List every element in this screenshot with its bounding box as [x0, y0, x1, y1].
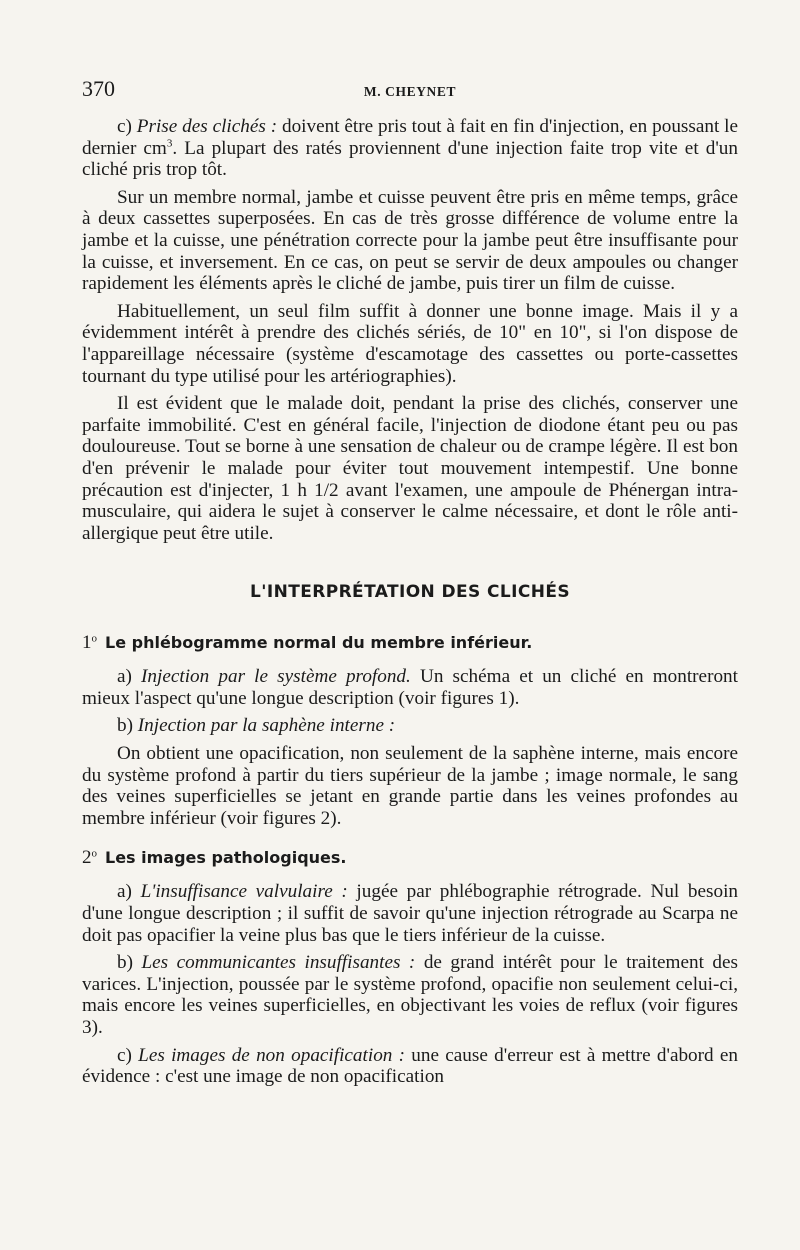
paragraph-insuffisance-valvulaire: a) L'insuffisance valvulaire : jugée par phlébographie rétrograde. Nul besoin d'une longue description ; il suffit de savoir qu'une injection rétrograde au Scarpa ne doit pas opacifier la veine plus bas que le tiers inférieur de la cuisse.: [82, 881, 738, 946]
subheading-pathologiques: 2$^o$ Les images pathologiques.: [82, 847, 347, 869]
paragraph-immobilite: Il est évident que le malade doit, pendant la prise des clichés, conserver une parfaite immobilité. C'est en général facile, l'injection de diodone étant peu ou pas douloureuse. Tout se borne à une sensation de chaleur ou de crampe légère. Il est bon d'en prévenir le malade pour éviter tout mouvement intempestif. Une bonne précaution est d'injecter, 1 h 1/2 avant l'examen, une ampoule de Phénergan intra-musculaire, qui aidera le sujet à conserver le calme nécessaire, et dont le rôle anti-allergique peut être utile.: [82, 393, 738, 544]
paragraph-saphene-heading: b) Injection par la saphène interne :: [117, 715, 396, 737]
section-heading: L'INTERPRÉTATION DES CLICHÉS: [250, 582, 570, 603]
page-header: [82, 72, 738, 108]
opening-text: [82, 116, 738, 544]
page-number: 370: [82, 76, 115, 101]
paragraph-systeme-profond: a) Injection par le système profond. Un schéma et un cliché en montreront mieux l'aspect qu'une longue description (voir figures 1).: [82, 666, 738, 709]
paragraph-membre-normal: Sur un membre normal, jambe et cuisse peuvent être pris en même temps, grâce à deux cassettes superposées. En cas de très grosse différence de volume entre la jambe et la cuisse, une pénétration correcte pour la jambe peut être insuffisante pour la cuisse, et inversement. En ce cas, on peut se servir de deux ampoules ou changer rapidement les éléments après le cliché de jambe, puis tirer un film de cuisse.: [82, 186, 738, 295]
running-head: M. CHEYNET: [363, 84, 457, 99]
paragraph-habituellement: Habituellement, un seul film suffit à donner une bonne image. Mais il y a évidemment intérêt à prendre des clichés sériés, de 10" en 10", si l'on dispose de l'appareillage nécessaire (système d'escamotage des cassettes ou porte-cassettes tournant du type utilisé pour les artériographies).: [82, 300, 738, 387]
paragraph-communicantes: b) Les communicantes insuffisantes : de grand intérêt pour le traitement des varices. L'injection, poussée par le système profond, opacifie non seulement celui-ci, mais encore les veines superficielles, en objectivant les voies de reflux (voir figures 3).: [82, 952, 738, 1038]
paragraph-prise-des-cliches: c) Prise des clichés : doivent être pris tout à fait en fin d'injection, en poussant le dernier $cm^3$. La plupart des ratés proviennent d'une injection faite trop vite et d'un cliché pris trop tôt.: [82, 116, 739, 181]
paragraph-non-opacification: c) Les images de non opacification : une cause d'erreur est à mettre d'abord en évidence : c'est une image de non opacification: [82, 1044, 739, 1088]
document-page: [82, 72, 738, 1094]
paragraph-opacification: On obtient une opacification, non seulement de la saphène interne, mais encore du système profond à partir du tiers supérieur de la jambe ; image normale, le sang des veines superficielles se jetant en grande partie dans les veines profondes au membre inférieur (voir figures 2).: [82, 743, 738, 829]
subsection-pathologiques: [82, 847, 738, 1087]
subheading-normal: 1$^o$ Le phlébogramme normal du membre inférieur.: [82, 632, 533, 654]
subsection-normal: [82, 632, 738, 829]
